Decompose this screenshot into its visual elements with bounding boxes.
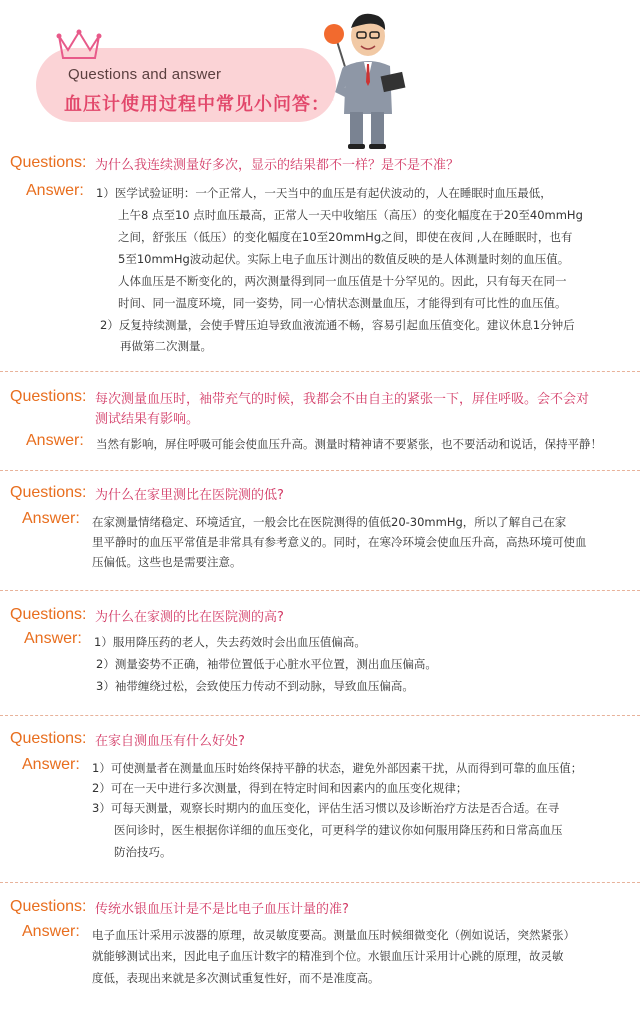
question-text: 每次测量血压时，袖带充气的时候，我都会不由自主的紧张一下，屏住呼吸。会不会对 [95, 392, 590, 407]
answer-line: 2）测量姿势不正确，袖带位置低于心脏水平位置，测出血压偏高。 [96, 657, 437, 671]
answer-line: 3）袖带缠绕过松，会致使压力传动不到动脉，导致血压偏高。 [96, 679, 414, 693]
answer-line: 上午8 点至10 点时血压最高，正常人一天中收缩压（高压）的变化幅度在于20至40mmHg [118, 208, 583, 222]
answer-label: Answer: [26, 182, 84, 199]
answer-line: 之间，舒张压（低压）的变化幅度在10至20mmHg之间，即使在夜间 ,人在睡眠时，也有 [118, 230, 573, 244]
answer-line: 1）服用降压药的老人，失去药效时会出血压值偏高。 [94, 635, 366, 649]
answer-label: Answer: [26, 432, 84, 449]
section-divider [0, 371, 640, 372]
answer-label: Answer: [22, 510, 80, 527]
answer-line: 在家测量情绪稳定、环境适宜，一般会比在医院测得的值低20-30mmHg，所以了解自己在家 [92, 515, 567, 529]
question-label: Questions: [10, 154, 87, 171]
header-banner [0, 0, 640, 150]
answer-line: 时间、同一温度环境，同一姿势，同一心情状态测量血压，才能得到有可比性的血压值。 [118, 296, 567, 310]
question-text: 为什么在家测的比在医院测的高? [95, 610, 284, 625]
question-label: Questions: [10, 730, 87, 747]
answer-line: 防治技巧。 [114, 845, 172, 859]
crown-icon [56, 28, 102, 62]
answer-line: 电子血压计采用示波器的原理，故灵敏度要高。测量血压时候细微变化（例如说话，突然紧张） [92, 928, 575, 942]
answer-line: 医问诊时，医生根据你详细的血压变化，可更科学的建议你如何服用降压药和日常高血压 [114, 823, 563, 837]
answer-line: 度低，表现出来就是多次测试重复性好，而不是准度高。 [92, 971, 380, 985]
question-text: 测试结果有影响。 [95, 412, 200, 427]
question-label: Questions: [10, 898, 87, 915]
question-label: Questions: [10, 388, 87, 405]
answer-line: 里平静时的血压平常值是非常具有参考意义的。同时，在寒冷环境会使血压升高，高热环境可使血 [92, 535, 587, 549]
answer-line: 2）可在一天中进行多次测量，得到在特定时间和因素内的血压变化规律； [92, 781, 468, 795]
presenter-illustration [316, 10, 416, 150]
answer-label: Answer: [24, 630, 82, 647]
section-divider [0, 590, 640, 591]
answer-line: 2）反复持续测量，会使手臂压迫导致血液流通不畅，容易引起血压值变化。建议休息1分钟后 [100, 318, 575, 332]
question-text: 为什么在家里测比在医院测的低? [95, 488, 284, 503]
question-text: 在家自测血压有什么好处? [95, 734, 245, 749]
answer-line: 3）可每天测量，观察长时期内的血压变化，评估生活习惯以及诊断治疗方法是否合适。在寻 [92, 801, 560, 815]
answer-line: 1）可使测量者在测量血压时始终保持平静的状态，避免外部因素干扰，从而得到可靠的血压值； [92, 761, 583, 775]
answer-line: 5至10mmHg波动起伏。实际上电子血压计测出的数值反映的是人体测量时刻的血压值。 [118, 252, 570, 266]
answer-line: 就能够测试出来，因此电子血压计数字的精准到个位。水银血压计采用计心跳的原理，故灵敏 [92, 949, 564, 963]
question-text: 为什么我连续测量好多次，显示的结果都不一样？是不是不准？ [95, 158, 460, 173]
question-label: Questions: [10, 606, 87, 623]
question-text: 传统水银血压计是不是比电子血压计量的准? [95, 902, 349, 917]
header-title-cn: 血压计使用过程中常见小问答： [64, 94, 330, 115]
section-divider [0, 715, 640, 716]
answer-line: 人体血压是不断变化的，两次测量得到同一血压值是十分罕见的。因此，只有每天在同一 [118, 274, 567, 288]
answer-line: 1）医学试验证明：一个正常人，一天当中的血压是有起伏波动的，人在睡眠时血压最低， [96, 186, 552, 200]
answer-line: 当然有影响，屏住呼吸可能会使血压升高。测量时精神请不要紧张，也不要活动和说话，保持平静！ [96, 437, 602, 451]
section-divider [0, 882, 640, 883]
answer-line: 压偏低。这些也是需要注意。 [92, 555, 242, 569]
section-divider [0, 470, 640, 471]
header-title-en: Questions and answer [68, 66, 222, 83]
answer-label: Answer: [22, 923, 80, 940]
answer-label: Answer: [22, 756, 80, 773]
question-label: Questions: [10, 484, 87, 501]
answer-line: 再做第二次测量。 [120, 339, 212, 353]
